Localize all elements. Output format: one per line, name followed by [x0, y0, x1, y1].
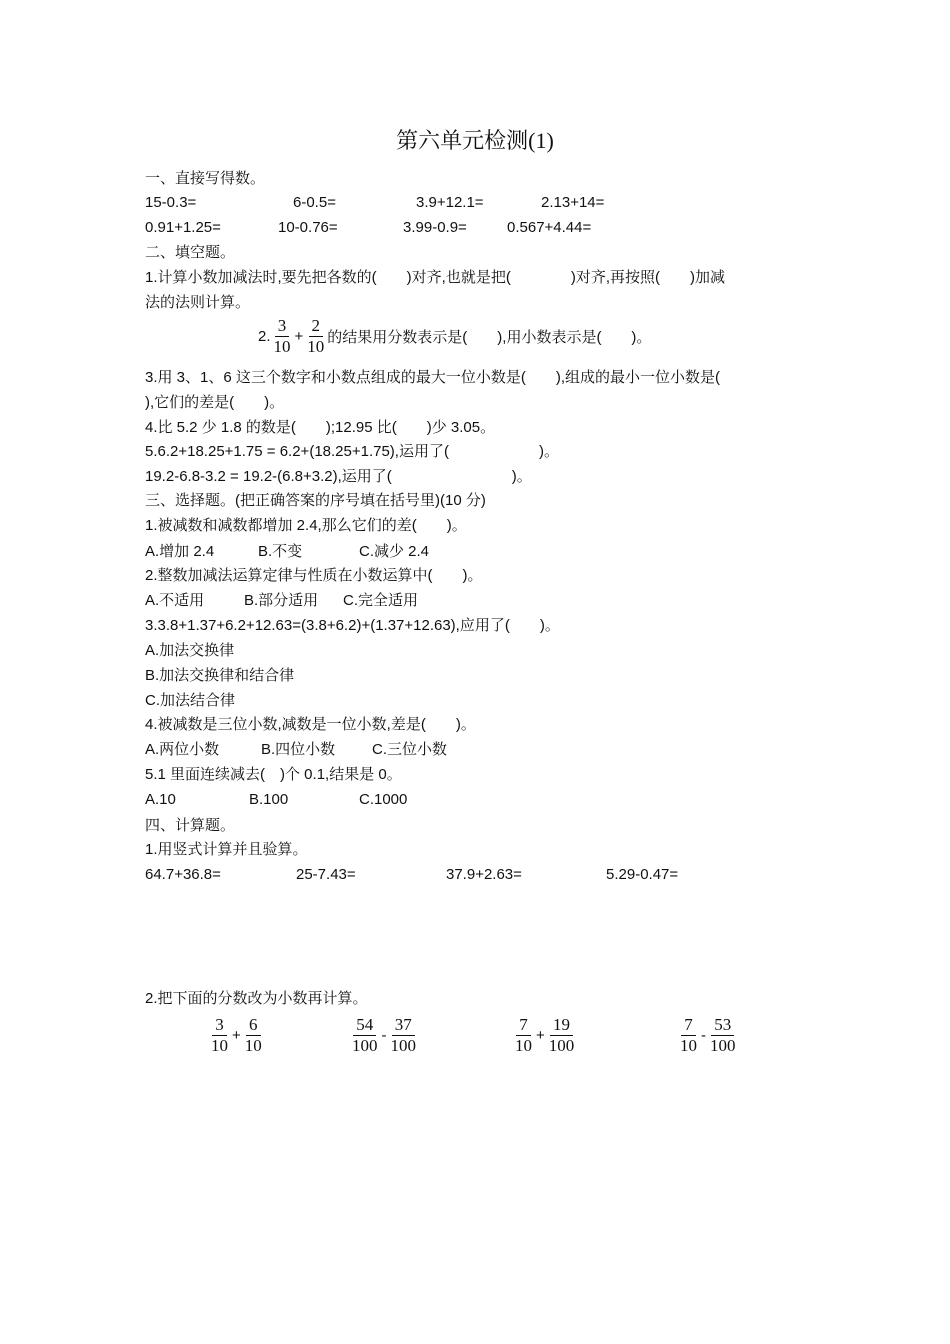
- calc-item: 25-7.43=: [296, 866, 356, 883]
- numerator: 54: [353, 1015, 376, 1036]
- option: C.加法结合律: [145, 692, 236, 709]
- fraction: [349, 1015, 381, 1056]
- fraction: [512, 1015, 535, 1056]
- s1-item: 2.13+14=: [541, 194, 605, 211]
- option: B.四位小数: [261, 741, 336, 758]
- option: A.不适用: [145, 592, 205, 609]
- page-title: 第六单元检测(1): [396, 128, 554, 153]
- fraction: [707, 1015, 739, 1056]
- s3-q2: 2.整数加减法运算定律与性质在小数运算中( )。: [145, 567, 483, 584]
- option: B.部分适用: [244, 592, 319, 609]
- option: C.三位小数: [372, 741, 448, 758]
- denominator: 10: [211, 1036, 228, 1055]
- calc-item: 64.7+36.8=: [145, 866, 221, 883]
- fraction: [242, 1015, 265, 1056]
- s3-q1-options: [0, 543, 950, 561]
- denominator: 10: [680, 1036, 697, 1055]
- operator: +: [232, 1027, 241, 1044]
- s4-q1: 1.用竖式计算并且验算。: [145, 841, 308, 858]
- fraction: [388, 1015, 420, 1056]
- s2-q3-line-2: ),它们的差是( )。: [145, 394, 285, 411]
- option: A.增加 2.4: [145, 543, 215, 560]
- s4-q1-items: [0, 866, 950, 884]
- s1-item: 0.91+1.25=: [145, 219, 221, 236]
- operator: -: [701, 1027, 706, 1044]
- s3-q1: 1.被减数和减数都增加 2.4,那么它们的差( )。: [145, 517, 467, 534]
- operator: +: [294, 328, 304, 345]
- numerator: 19: [550, 1015, 573, 1036]
- option: C.1000: [359, 791, 408, 808]
- s1-item: 10-0.76=: [278, 219, 338, 236]
- s1-item: 15-0.3=: [145, 194, 197, 211]
- s3-q3: 3.3.8+1.37+6.2+12.63=(3.8+6.2)+(1.37+12.63),应用了( )。: [145, 617, 560, 634]
- s3-q4: 4.被减数是三位小数,减数是一位小数,差是( )。: [145, 716, 476, 733]
- operator: +: [536, 1027, 545, 1044]
- calc-item: 5.29-0.47=: [606, 866, 679, 883]
- s2-q4: 4.比 5.2 少 1.8 的数是( );12.95 比( )少 3.05。: [145, 419, 496, 436]
- section-2-heading: 二、填空题。: [145, 244, 236, 261]
- denominator: 100: [548, 1036, 575, 1055]
- operator: -: [381, 1027, 387, 1044]
- s3-q2-options: [0, 592, 950, 610]
- option: B.100: [249, 791, 289, 808]
- numerator: 7: [516, 1015, 531, 1036]
- s1-row-2: [0, 219, 950, 237]
- s3-q5-options: [0, 791, 950, 809]
- denominator: 10: [273, 337, 291, 356]
- numerator: 2: [309, 316, 324, 337]
- numerator: 3: [212, 1015, 227, 1036]
- option: A.10: [145, 791, 176, 808]
- numerator: 7: [681, 1015, 696, 1036]
- s1-row-1: [0, 194, 950, 212]
- s1-item: 0.567+4.44=: [507, 219, 592, 236]
- s2-q1-line-2: 法的法则计算。: [145, 294, 251, 311]
- numerator: 3: [275, 316, 290, 337]
- fraction-expression: [349, 1015, 419, 1056]
- denominator: 100: [710, 1036, 736, 1055]
- s2-q2: [258, 316, 651, 357]
- option: B.加法交换律和结合律: [145, 667, 295, 684]
- s3-q4-options: [0, 741, 950, 759]
- s1-item: 3.99-0.9=: [403, 219, 467, 236]
- s1-item: 3.9+12.1=: [416, 194, 484, 211]
- s2-q5-line-2: 19.2-6.8-3.2 = 19.2-(6.8+3.2),运用了( )。: [145, 468, 532, 485]
- denominator: 10: [515, 1036, 532, 1055]
- fraction: [271, 316, 294, 357]
- option: A.两位小数: [145, 741, 220, 758]
- calc-item: 37.9+2.63=: [446, 866, 522, 883]
- denominator: 10: [307, 337, 325, 356]
- fraction: [546, 1015, 578, 1056]
- fraction: [677, 1015, 700, 1056]
- option: B.不变: [258, 543, 303, 560]
- section-3-heading: 三、选择题。(把正确答案的序号填在括号里)(10 分): [145, 492, 486, 509]
- section-4-heading: 四、计算题。: [145, 817, 236, 834]
- s1-item: 6-0.5=: [293, 194, 336, 211]
- fraction-expression: [512, 1015, 577, 1056]
- s2-q1-line-1: 1.计算小数加减法时,要先把各数的( )对齐,也就是把( )对齐,再按照( )加减: [145, 269, 725, 286]
- fraction-expression: [208, 1015, 265, 1056]
- s4-q2: 2.把下面的分数改为小数再计算。: [145, 990, 368, 1007]
- option: C.完全适用: [343, 592, 419, 609]
- denominator: 10: [244, 1036, 262, 1055]
- numerator: 37: [392, 1015, 415, 1036]
- denominator: 100: [352, 1036, 378, 1055]
- denominator: 100: [390, 1036, 416, 1055]
- fraction: [208, 1015, 231, 1056]
- section-1-heading: 一、直接写得数。: [145, 170, 266, 187]
- s2-q5-line-1: 5.6.2+18.25+1.75 = 6.2+(18.25+1.75),运用了( )。: [145, 443, 559, 460]
- option: A.加法交换律: [145, 642, 235, 659]
- s2-q3-line-1: 3.用 3、1、6 这三个数字和小数点组成的最大一位小数是( ),组成的最小一位小数是(: [145, 369, 721, 386]
- numerator: 6: [246, 1015, 261, 1036]
- fraction-expression: [677, 1015, 739, 1056]
- option: C.减少 2.4: [359, 543, 430, 560]
- s3-q5: 5.1 里面连续减去( )个 0.1,结果是 0。: [145, 766, 402, 783]
- numerator: 53: [711, 1015, 734, 1036]
- fraction: [304, 316, 327, 357]
- s2-q2-suffix: 的结果用分数表示是( ),用小数表示是( )。: [327, 329, 652, 346]
- s2-q2-prefix: 2.: [258, 328, 271, 345]
